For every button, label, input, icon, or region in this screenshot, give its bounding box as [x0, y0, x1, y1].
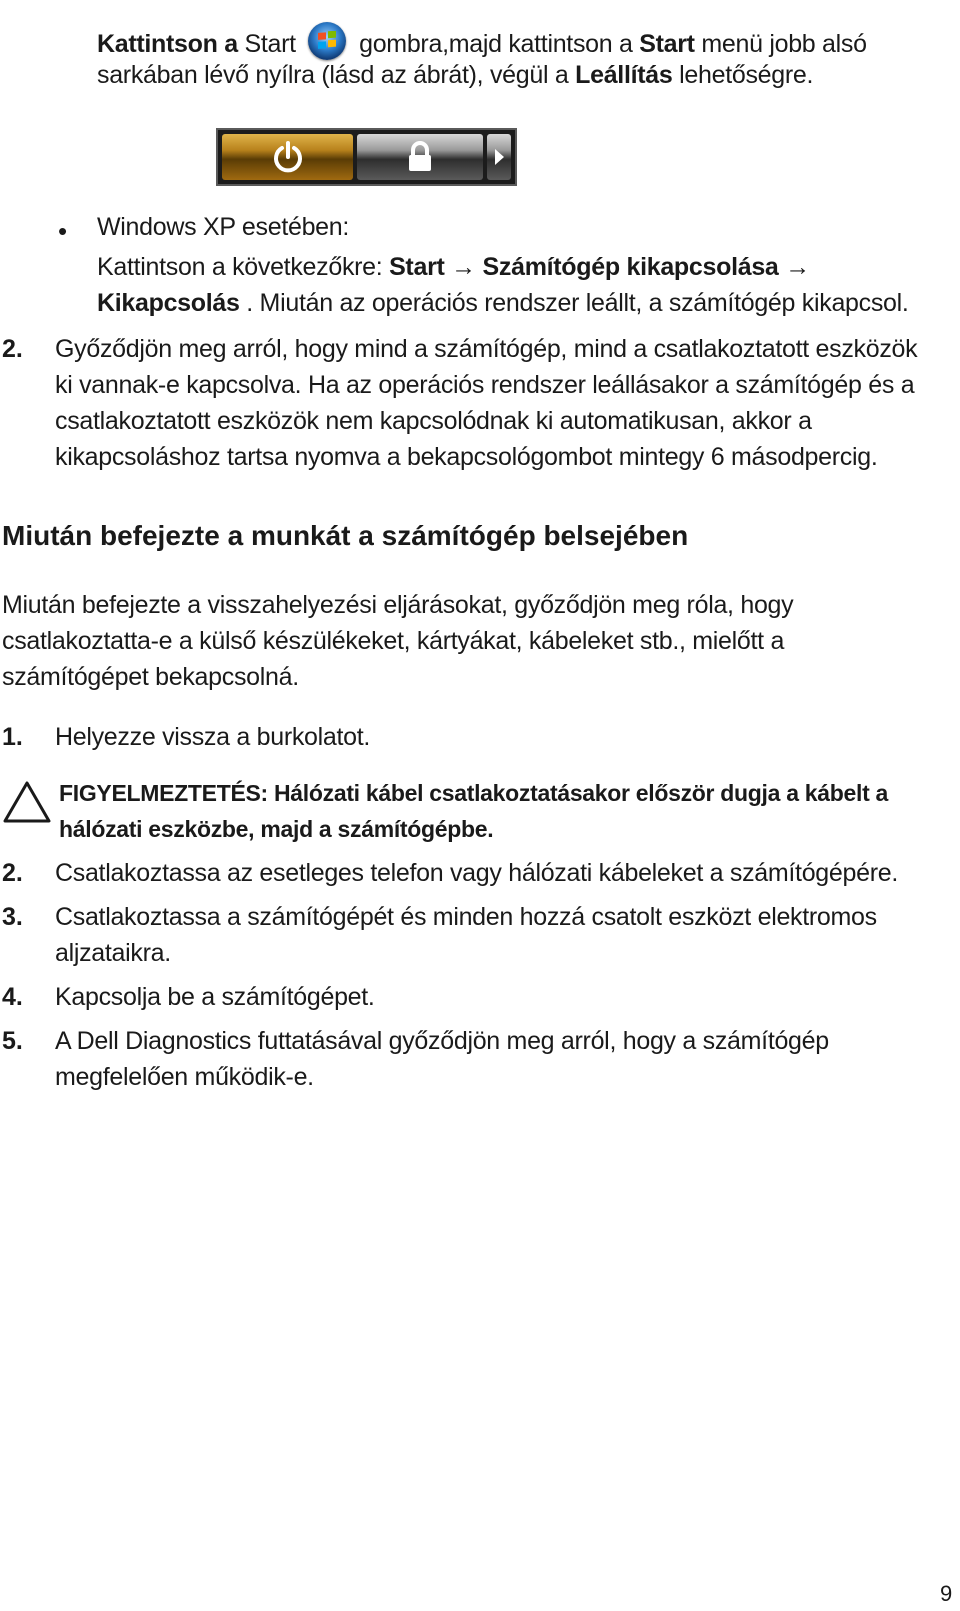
xp-kikapcsolas: Kikapcsolás — [97, 289, 240, 317]
warning-line-2: hálózati eszközbe, majd a számítógépbe. — [59, 816, 494, 842]
warning-line-1: FIGYELMEZTETÉS: Hálózati kábel csatlakoztatásakor először dugja a kábelt a — [59, 780, 889, 806]
xp-rest: . Miután az operációs rendszer leállt, a számítógép kikapcsol. — [239, 289, 909, 317]
windows-start-orb-icon — [308, 22, 346, 60]
xp-kattintson: Kattintson a következőkre: — [97, 253, 390, 281]
step-text-continued: aljzataikra. — [55, 939, 171, 967]
step2-line-2: ki vannak-e kapcsolva. Ha az operációs rendszer leállásakor a számítógép és a — [55, 371, 915, 399]
step-number: 2. — [2, 859, 23, 887]
step-number: 4. — [2, 983, 23, 1011]
step-number: 1. — [2, 723, 23, 751]
intro-leallitas: Leállítás — [575, 61, 673, 89]
xp-title: Windows XP esetében: — [97, 213, 350, 241]
intro-start-word: Start — [237, 30, 303, 58]
step-number: 2. — [2, 335, 23, 363]
xp-szamitogep-kikapcsolasa: Számítógép kikapcsolása — [482, 253, 779, 281]
para-line-2: csatlakoztatta-e a külső készülékeket, kártyákat, kábeleket stb., mielőtt a — [2, 627, 785, 655]
xp-line-1 — [97, 250, 810, 285]
intro-line-2 — [97, 58, 813, 93]
step-text: Kapcsolja be a számítógépet. — [55, 983, 375, 1011]
para-line-3: számítógépet bekapcsolná. — [2, 663, 299, 691]
lock-button — [357, 134, 483, 180]
warning-triangle-icon — [2, 780, 52, 824]
intro-line-1 — [97, 22, 867, 62]
intro-kattintson: Kattintson a — [97, 30, 238, 58]
step-number: 5. — [2, 1027, 23, 1055]
xp-arrow-1: → — [444, 253, 483, 281]
intro-lehetosegre: lehetőségre. — [672, 61, 814, 89]
lock-icon — [406, 141, 434, 173]
bullet: • — [58, 216, 68, 246]
xp-arrow-2: → — [778, 253, 810, 281]
intro-start-bold: Start — [639, 30, 695, 58]
step-text: Helyezze vissza a burkolatot. — [55, 723, 371, 751]
section-heading: Miután befejezte a munkát a számítógép belsejében — [2, 520, 689, 551]
step-text: A Dell Diagnostics futtatásával győződjön meg arról, hogy a számítógép — [55, 1027, 829, 1055]
intro-menu: menü jobb alsó — [694, 30, 867, 58]
xp-start: Start — [389, 253, 445, 281]
step-text: Csatlakoztassa az esetleges telefon vagy hálózati kábeleket a számítógépére. — [55, 859, 898, 887]
step-text-continued: megfelelően működik-e. — [55, 1063, 314, 1091]
page-number: 9 — [940, 1581, 953, 1606]
intro-gombra: gombra,majd kattintson a — [352, 30, 640, 58]
power-button — [222, 134, 353, 180]
step2-line-1: Győződjön meg arról, hogy mind a számítógép, mind a csatlakoztatott eszközök — [55, 335, 918, 363]
intro-sarkaban: sarkában lévő nyílra (lásd az ábrát), végül a — [97, 61, 576, 89]
power-icon — [271, 140, 305, 174]
shutdown-options-arrow — [487, 134, 511, 180]
step-text: Csatlakoztassa a számítógépét és minden hozzá csatolt eszközt elektromos — [55, 903, 877, 931]
xp-line-2 — [97, 286, 909, 321]
para-line-1: Miután befejezte a visszahelyezési eljárásokat, győződjön meg róla, hogy — [2, 591, 794, 619]
arrow-right-icon — [493, 148, 505, 166]
step2-line-3: csatlakoztatott eszközök nem kapcsolódnak ki automatikusan, akkor a — [55, 407, 812, 435]
step2-line-4: kikapcsoláshoz tartsa nyomva a bekapcsológombot mintegy 6 másodpercig. — [55, 443, 878, 471]
step-number: 3. — [2, 903, 23, 931]
shutdown-button-bar — [216, 128, 517, 186]
